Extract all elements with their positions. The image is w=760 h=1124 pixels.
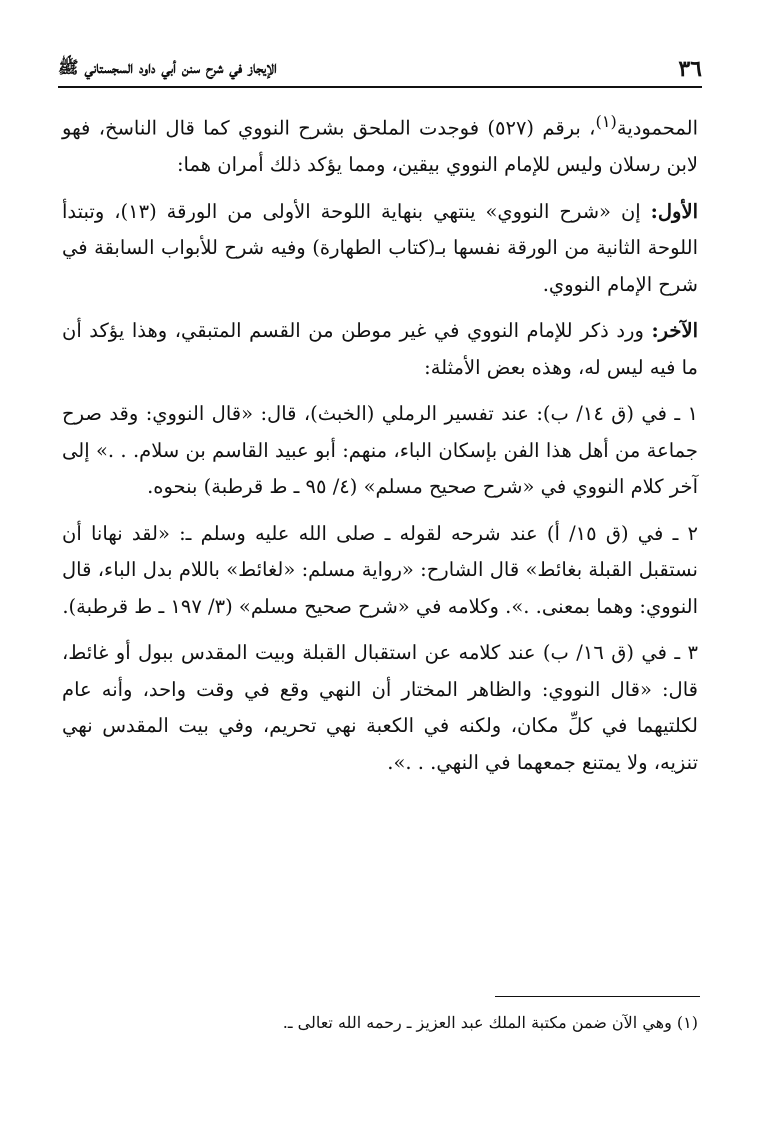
example-1: ١ ـ في (ق ١٤/ ب): عند تفسير الرملي (الخبث)، قال: «قال النووي: وقد صرح جماعة من أهل هذا الفن بإسكان الباء، منهم: أبو عبيد القاسم بن سلام. . .» إلى آخر كلام النووي في «شرح صحيح مسلم» (٤/ ٩٥ ـ ط قرطبة) بنحوه.: [62, 402, 698, 498]
page-header: [58, 52, 702, 88]
running-title: الإيجاز في شرح سنن أبي داود السجستاني ﷺ: [58, 57, 277, 78]
paragraph-second-point: [62, 313, 698, 386]
second-point-label: الآخر:: [651, 319, 698, 342]
first-point-text: إن «شرح النووي» ينتهي بنهاية اللوحة الأولى من الورقة (١٣)، وتبتدأ اللوحة الثانية من الورقة نفسها بـ(كتاب الطهارة) وفيه شرح للأبواب السابقة في شرح الإمام النووي.: [62, 199, 698, 296]
paragraph-1: [62, 104, 698, 184]
page-number: ٣٦: [678, 56, 702, 82]
example-2: ٢ ـ في (ق ١٥/ أ) عند شرحه لقوله ـ صلى الله عليه وسلم ـ: «لقد نهانا أن نستقبل القبلة بغائط» قال الشارح: «رواية مسلم: «لغائط» باللام بدل الباء، قال النووي: وهما بمعنى. .». وكلامه في «شرح صحيح مسلم» (٣/ ١٩٧ ـ ط قرطبة).: [62, 521, 698, 618]
paragraph-1-start: المحمودية: [616, 116, 698, 140]
example-3: ٣ ـ في (ق ١٦/ ب) عند كلامه عن استقبال القبلة وبيت المقدس ببول أو غائط، قال: «قال النووي: والظاهر المختار أن النهي وقع في وقت واحد، وأنه عام لكلتيهما في كلِّ مكان، ولكنه في الكعبة نهي تحريم، وفي بيت المقدس نهي تنزيه، ولا يمتنع جمعهما في النهي. . .».: [62, 641, 698, 774]
footnote-divider: [495, 996, 700, 997]
paragraph-first-point: [62, 194, 698, 304]
footnote-reference: (١): [595, 112, 617, 131]
first-point-label: الأول:: [650, 199, 698, 223]
paragraph-1-rest: ، برقم (٥٢٧) فوجدت الملحق بشرح النووي كما قال الناسخ، فهو لابن رسلان وليس للإمام النووي بيقين، ومما يؤكد ذلك أمران هما:: [62, 116, 698, 176]
footnote: (١) وهي الآن ضمن مكتبة الملك عبد العزيز ـ رحمه الله تعالى ـ.: [282, 1013, 698, 1032]
body-text: [62, 104, 698, 781]
second-point-text: ورد ذكر للإمام النووي في غير موطن من القسم المتبقي، وهذا يؤكد أن ما فيه ليس له، وهذه بعض الأمثلة:: [62, 319, 698, 379]
